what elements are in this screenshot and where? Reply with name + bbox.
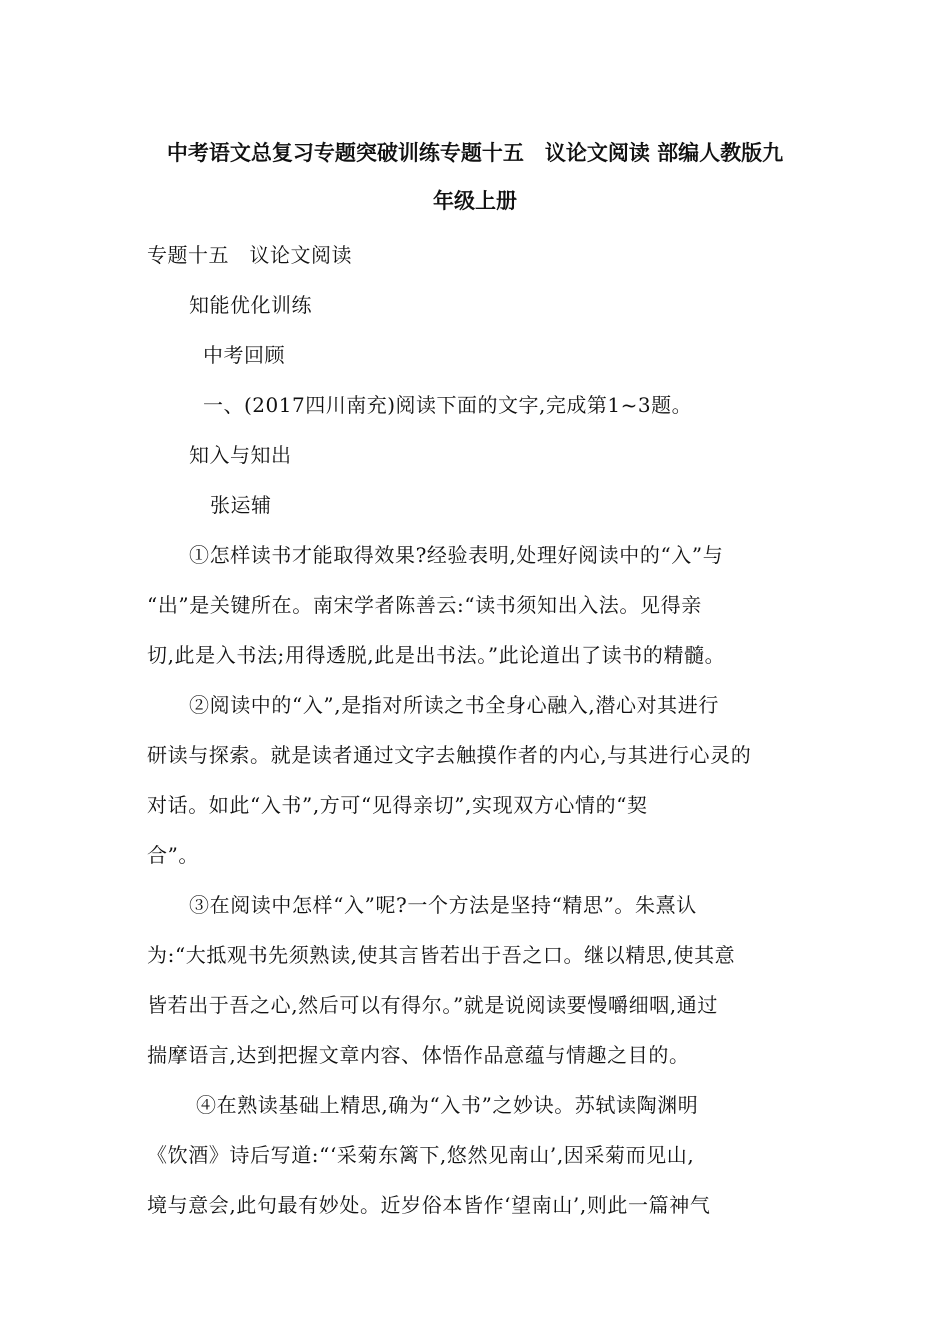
document-title-line-2: 年级上册 [433, 189, 517, 213]
article-author: 张运辅 [210, 493, 272, 517]
paragraph-3-line-2: 为:“大抵观书先须熟读,使其言皆若出于吾之口。继以精思,使其意 [147, 943, 736, 967]
review-heading: 中考回顾 [203, 343, 285, 367]
paragraph-2-line-3: 对话。如此“入书”,方可“见得亲切”,实现双方心情的“契 [147, 793, 648, 817]
document-title-line-1: 中考语文总复习专题突破训练专题十五 议论文阅读 部编人教版九 [166, 141, 784, 165]
paragraph-4-line-2: 《饮酒》诗后写道:“‘采菊东篱下,悠然见南山’,因采菊而见山, [147, 1143, 695, 1167]
paragraph-2-line-4: 合”。 [147, 843, 200, 867]
paragraph-1-line-2: “出”是关键所在。南宋学者陈善云:“读书须知出入法。见得亲 [147, 593, 702, 617]
paragraph-2-line-2: 研读与探索。就是读者通过文字去触摸作者的内心,与其进行心灵的 [147, 743, 752, 767]
paragraph-3-line-4: 揣摩语言,达到把握文章内容、体悟作品意蕴与情趣之目的。 [147, 1043, 690, 1067]
article-title: 知入与知出 [189, 443, 292, 467]
paragraph-3-line-3: 皆若出于吾之心,然后可以有得尔。”就是说阅读要慢嚼细咽,通过 [147, 993, 718, 1017]
paragraph-3-line-1: ③在阅读中怎样“入”呢?一个方法是坚持“精思”。朱熹认 [189, 893, 697, 917]
paragraph-1-line-3: 切,此是入书法;用得透脱,此是出书法。”此论道出了读书的精髓。 [147, 643, 726, 667]
paragraph-4-line-3: 境与意会,此句最有妙处。近岁俗本皆作‘望南山’,则此一篇神气 [147, 1193, 711, 1217]
paragraph-1-line-1: ①怎样读书才能取得效果?经验表明,处理好阅读中的“入”与 [189, 543, 724, 567]
section-heading: 知能优化训练 [189, 293, 312, 317]
paragraph-4-line-1: ④在熟读基础上精思,确为“入书”之妙诀。苏轼读陶渊明 [196, 1093, 699, 1117]
paragraph-2-line-1: ②阅读中的“入”,是指对所读之书全身心融入,潜心对其进行 [189, 693, 719, 717]
topic-heading: 专题十五 议论文阅读 [147, 243, 352, 267]
question-instruction: 一、(2017四川南充)阅读下面的文字,完成第1~3题。 [203, 393, 693, 417]
